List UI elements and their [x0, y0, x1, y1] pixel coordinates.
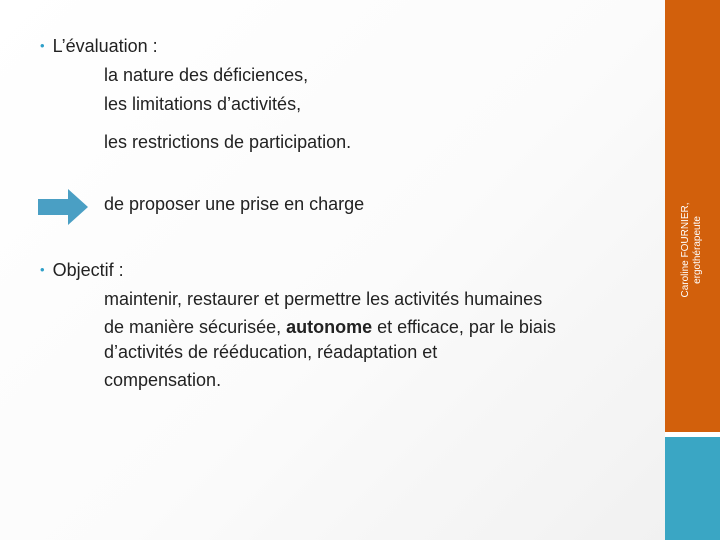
sidebar-author-credit	[680, 140, 704, 360]
objectif-text-line-2-start: de manière sécurisée,	[104, 317, 287, 337]
bullet-icon: •	[40, 262, 45, 277]
sidebar-teal-block	[665, 437, 720, 540]
evaluation-item-2: les limitations d’activités,	[104, 94, 302, 114]
objectif-text-line-4: compensation.	[104, 370, 222, 390]
author-name: Caroline FOURNIER,	[680, 202, 691, 298]
author-role: ergothérapeute	[692, 216, 703, 284]
evaluation-heading-line	[40, 32, 158, 62]
bullet-icon: •	[40, 38, 45, 53]
objectif-heading-line	[40, 256, 124, 286]
objectif-text-line-3: d’activités de rééducation, réadaptation et	[104, 342, 438, 362]
objectif-heading: Objectif :	[52, 260, 124, 280]
autonome-bold-word: autonome	[286, 317, 373, 337]
evaluation-item-3: les restrictions de participation.	[104, 132, 352, 152]
objectif-text-line-2-end: et efficace, par le biais	[372, 317, 556, 337]
arrow-line-text: de proposer une prise en charge	[104, 194, 365, 214]
objectif-text-line-1: maintenir, restaurer et permettre les activités humaines	[104, 289, 543, 309]
evaluation-item-1: la nature des déficiences,	[104, 65, 309, 85]
right-arrow-icon	[38, 189, 90, 225]
evaluation-heading: L’évaluation :	[52, 36, 158, 56]
